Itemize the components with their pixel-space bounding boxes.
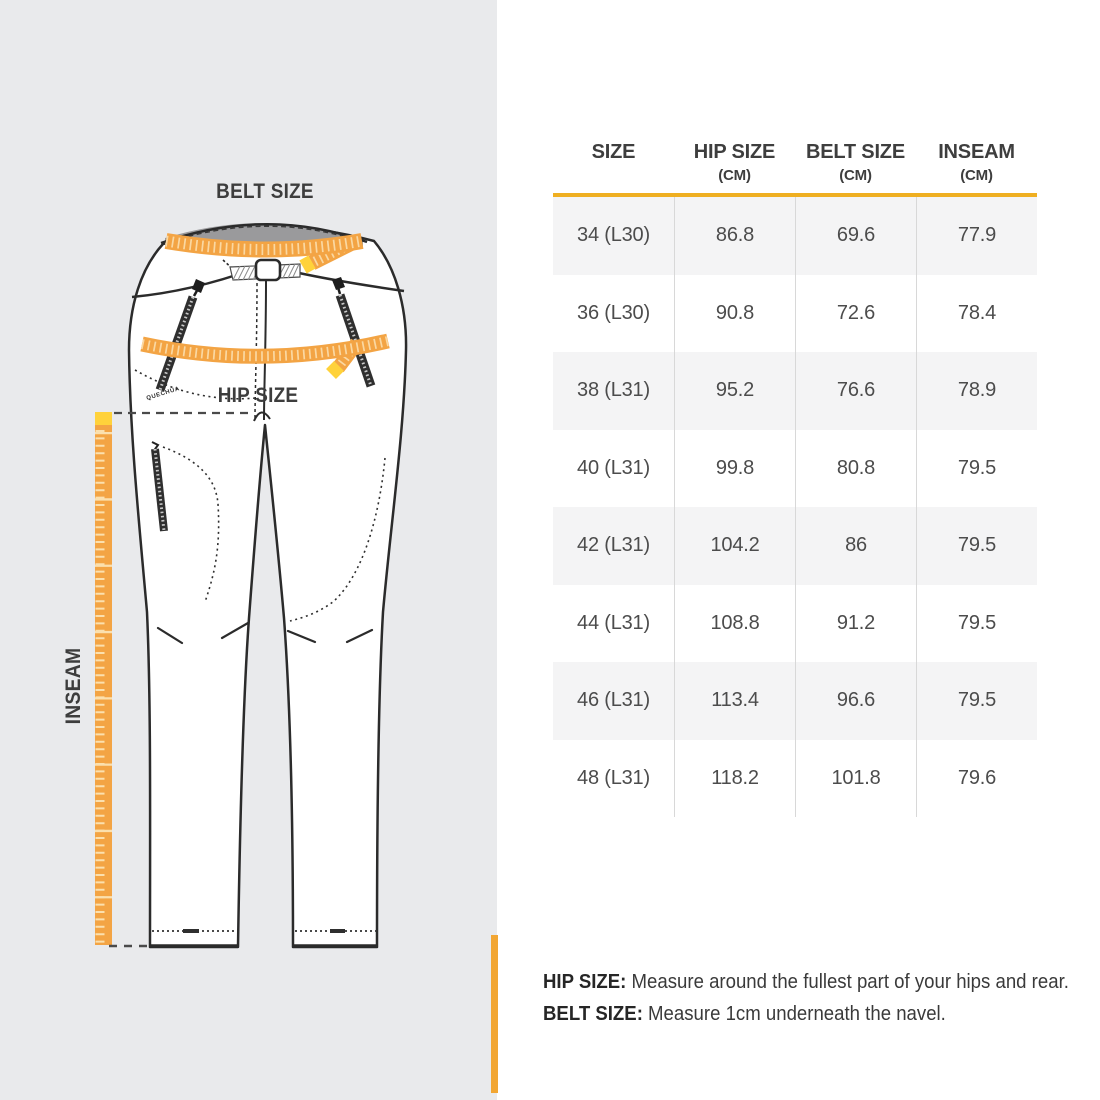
cell-inseam: 77.9	[916, 197, 1037, 275]
cell-belt: 76.6	[795, 352, 916, 430]
column-header-inseam: INSEAM (CM)	[938, 141, 1015, 184]
cell-hip: 113.4	[674, 662, 795, 740]
belt-size-note-text: Measure 1cm underneath the navel.	[642, 1003, 946, 1025]
cell-size: 38 (L31)	[577, 379, 650, 402]
cell-size: 46 (L31)	[577, 689, 650, 712]
cell-inseam: 78.9	[916, 352, 1037, 430]
measurement-notes	[543, 966, 1100, 1030]
table-row	[553, 352, 1037, 430]
pants-outline	[129, 227, 406, 947]
hip-size-note	[543, 966, 1100, 998]
cell-inseam: 79.5	[916, 585, 1037, 663]
cell-size: 48 (L31)	[577, 766, 650, 789]
cell-inseam: 79.6	[916, 740, 1037, 818]
cell-inseam: 79.5	[916, 662, 1037, 740]
belt-size-label: BELT SIZE	[216, 180, 314, 203]
cell-inseam: 79.5	[916, 430, 1037, 508]
table-row	[553, 507, 1037, 585]
table-row	[553, 275, 1037, 353]
cell-size: 44 (L31)	[577, 611, 650, 634]
cell-size: 42 (L31)	[577, 534, 650, 557]
column-header-belt-size: BELT SIZE (CM)	[806, 141, 905, 184]
table-row	[553, 662, 1037, 740]
hip-size-label: HIP SIZE	[217, 384, 299, 407]
inseam-label: INSEAM	[62, 647, 85, 725]
cell-hip: 99.8	[674, 430, 795, 508]
cell-belt: 72.6	[795, 275, 916, 353]
size-table-header	[553, 140, 1037, 184]
pants-illustration	[0, 0, 497, 1100]
cell-size: 36 (L30)	[577, 301, 650, 324]
inseam-ruler	[95, 412, 112, 945]
cell-belt: 91.2	[795, 585, 916, 663]
cell-hip: 90.8	[674, 275, 795, 353]
cell-inseam: 78.4	[916, 275, 1037, 353]
cell-belt: 86	[795, 507, 916, 585]
belt-buckle	[256, 260, 280, 280]
belt-size-note-label: BELT SIZE:	[543, 1003, 643, 1025]
cell-inseam: 79.5	[916, 507, 1037, 585]
cell-belt: 96.6	[795, 662, 916, 740]
brand-text: QUECHUA	[145, 386, 181, 402]
belt-size-note	[543, 998, 1100, 1030]
cell-hip: 108.8	[674, 585, 795, 663]
cell-hip: 86.8	[674, 197, 795, 275]
accent-bar	[491, 935, 498, 1093]
table-row	[553, 585, 1037, 663]
hip-size-note-text: Measure around the fullest part of your hips and rear.	[626, 971, 1069, 993]
cell-size: 40 (L31)	[577, 456, 650, 479]
column-header-size: SIZE	[591, 141, 636, 163]
illustration-panel	[0, 0, 497, 1100]
cell-size: 34 (L30)	[577, 224, 650, 247]
cell-belt: 101.8	[795, 740, 916, 818]
hip-size-note-label: HIP SIZE:	[543, 971, 627, 993]
size-table	[553, 197, 1037, 817]
table-row	[553, 197, 1037, 275]
table-row	[553, 740, 1037, 818]
column-header-hip-size: HIP SIZE (CM)	[693, 141, 776, 184]
cell-belt: 80.8	[795, 430, 916, 508]
cell-hip: 95.2	[674, 352, 795, 430]
cell-hip: 118.2	[674, 740, 795, 818]
cell-belt: 69.6	[795, 197, 916, 275]
cell-hip: 104.2	[674, 507, 795, 585]
table-row	[553, 430, 1037, 508]
